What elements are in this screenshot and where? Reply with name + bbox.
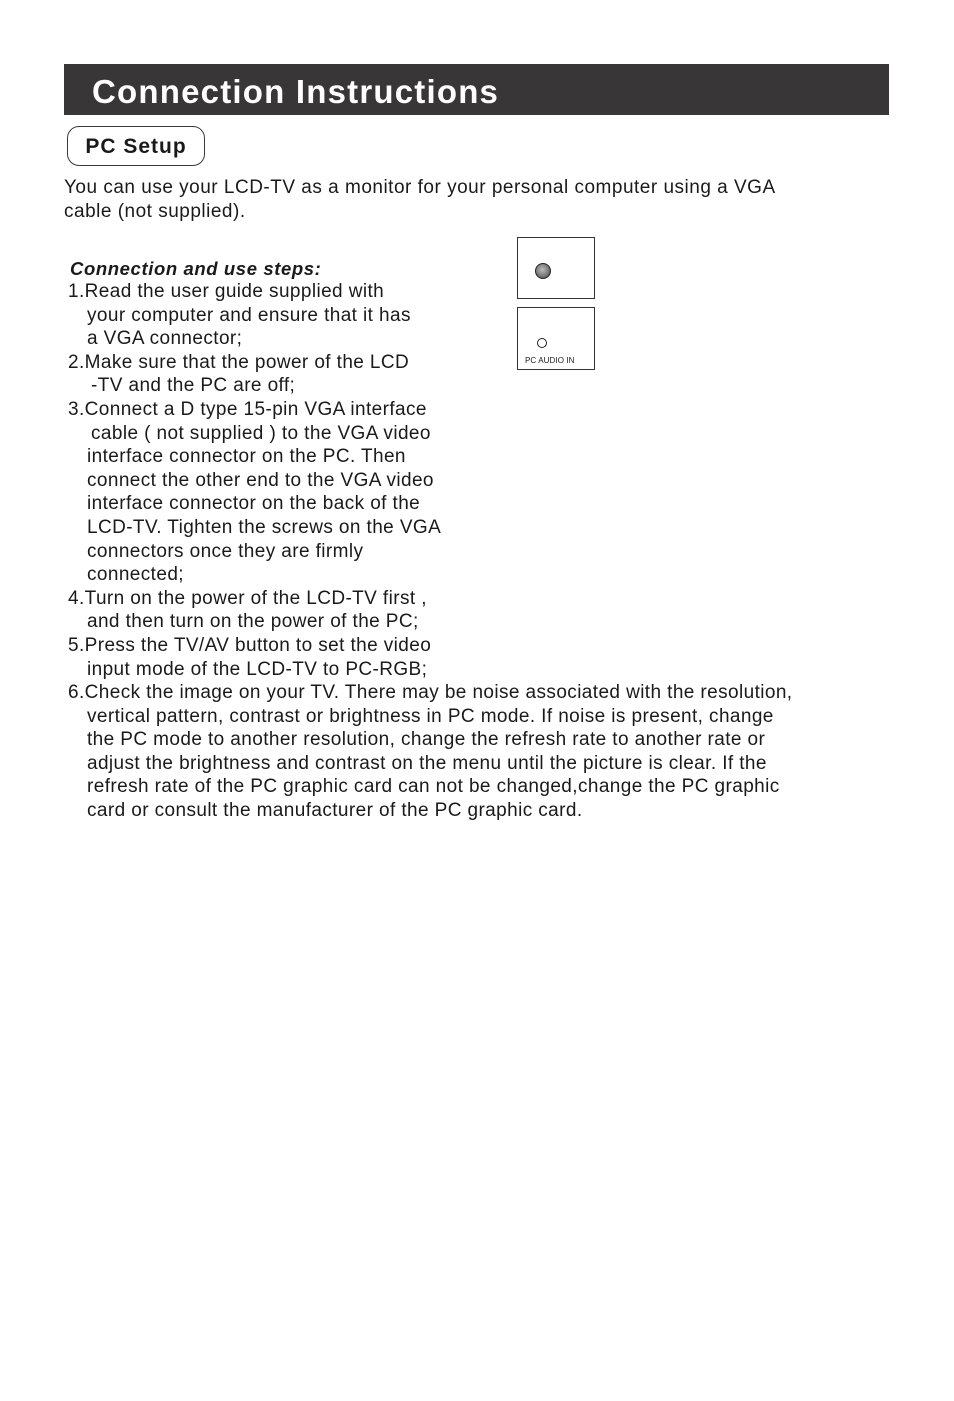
steps-list xyxy=(68,280,928,823)
step-line: -TV and the PC are off; xyxy=(91,375,296,397)
audio-port-diagram xyxy=(517,307,595,370)
vga-port-icon xyxy=(535,263,551,279)
port-label: PC AUDIO IN xyxy=(525,356,575,365)
step-line: connectors once they are firmly xyxy=(87,540,364,562)
step-line: cable ( not supplied ) to the VGA video xyxy=(91,422,431,444)
vga-port-diagram xyxy=(517,237,595,299)
step-line: input mode of the LCD-TV to PC-RGB; xyxy=(87,658,428,680)
step-line: refresh rate of the PC graphic card can not be changed,change the PC graphic xyxy=(87,776,780,798)
intro-paragraph xyxy=(64,176,914,224)
section-label-pill xyxy=(67,126,205,166)
step-line: connected; xyxy=(87,564,184,586)
step-line: connect the other end to the VGA video xyxy=(87,469,434,491)
intro-line: You can use your LCD-TV as a monitor for your personal computer using a VGA xyxy=(64,177,776,198)
step-line: 5.Press the TV/AV button to set the video xyxy=(68,634,432,656)
step-line: 1.Read the user guide supplied with xyxy=(68,281,385,302)
audio-jack-icon xyxy=(537,338,547,348)
title-bar xyxy=(64,64,889,115)
step-line: adjust the brightness and contrast on the menu until the picture is clear. If the xyxy=(87,752,767,774)
step-line: LCD-TV. Tighten the screws on the VGA xyxy=(87,516,442,538)
step-line: and then turn on the power of the PC; xyxy=(87,611,419,633)
step-line: a VGA connector; xyxy=(87,328,243,350)
step-line: vertical pattern, contrast or brightness in PC mode. If noise is present, change xyxy=(87,705,774,727)
page-title: Connection Instructions xyxy=(92,72,500,110)
step-line: 3.Connect a D type 15-pin VGA interface xyxy=(68,398,427,420)
steps-heading: Connection and use steps: xyxy=(70,258,322,279)
section-label: PC Setup xyxy=(85,135,187,158)
step-line: your computer and ensure that it has xyxy=(87,304,411,326)
step-line: interface connector on the PC. Then xyxy=(87,446,406,468)
intro-line: cable (not supplied). xyxy=(64,201,246,222)
step-line: 4.Turn on the power of the LCD-TV first , xyxy=(68,587,427,609)
step-line: 6.Check the image on your TV. There may be noise associated with the resolution, xyxy=(68,682,793,704)
step-line: interface connector on the back of the xyxy=(87,493,421,515)
step-line: card or consult the manufacturer of the PC graphic card. xyxy=(87,800,583,822)
step-line: 2.Make sure that the power of the LCD xyxy=(68,351,410,373)
step-line: the PC mode to another resolution, change the refresh rate to another rate or xyxy=(87,729,766,751)
